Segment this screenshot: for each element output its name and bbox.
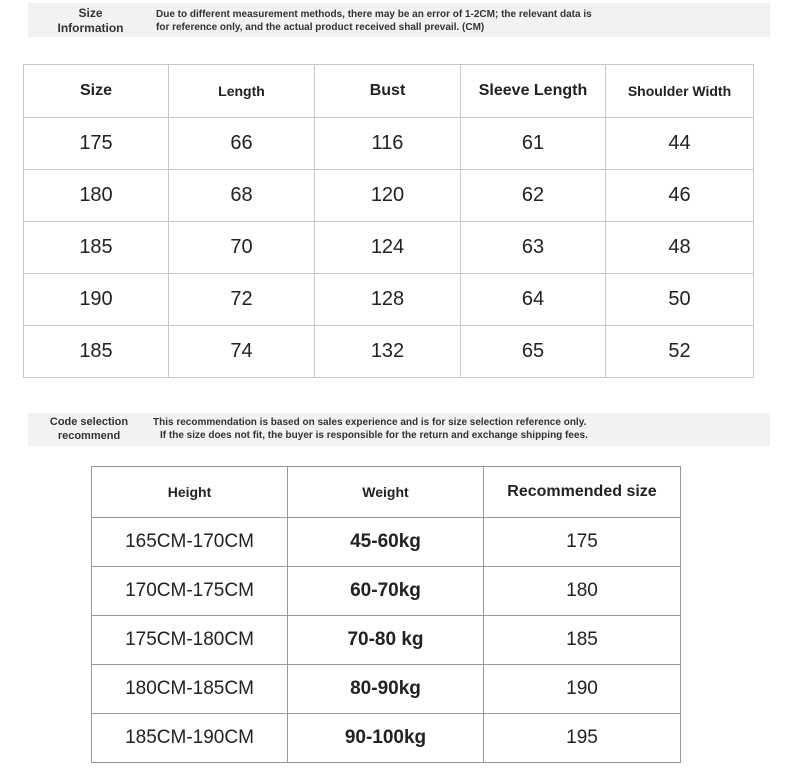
recommendation-header-row [92,467,681,518]
cell-shoulder-width: 52 [606,326,754,378]
table-row [92,567,681,616]
table-row [92,714,681,763]
cell-length: 70 [169,222,315,274]
table-row [24,118,754,170]
cell-recommended-size: 190 [484,665,681,714]
table-row [24,326,754,378]
cell-size: 190 [24,274,169,326]
size-chart-table [23,64,754,378]
cell-length: 72 [169,274,315,326]
table-row [92,616,681,665]
cell-weight: 45-60kg [288,518,484,567]
cell-sleeve-length: 63 [461,222,606,274]
header-sleeve-length: Sleeve Length [461,65,606,118]
cell-weight: 60-70kg [288,567,484,616]
cell-bust: 116 [315,118,461,170]
cell-height: 165CM-170CM [92,518,288,567]
code-selection-label: Code selection recommend [49,416,129,442]
recommendation-note: This recommendation is based on sales experience and is for size selection reference only. If the size does not fit, the buyer is responsible for the return and exchange shipping fees. [153,417,588,441]
table-row [92,518,681,567]
table-row [24,274,754,326]
cell-sleeve-length: 65 [461,326,606,378]
cell-sleeve-length: 62 [461,170,606,222]
code-selection-banner [28,413,770,446]
cell-weight: 80-90kg [288,665,484,714]
cell-size: 175 [24,118,169,170]
table-row [24,170,754,222]
cell-recommended-size: 180 [484,567,681,616]
cell-sleeve-length: 61 [461,118,606,170]
cell-weight: 70-80 kg [288,616,484,665]
size-recommendation-table [91,466,681,763]
cell-shoulder-width: 46 [606,170,754,222]
measurement-note: Due to different measurement methods, there may be an error of 1-2CM; the relevant data is for reference only, and the actual product received shall prevail. (CM) [156,9,592,33]
cell-bust: 120 [315,170,461,222]
header-weight: Weight [288,467,484,518]
header-bust: Bust [315,65,461,118]
header-recommended-size: Recommended size [484,467,681,518]
cell-bust: 132 [315,326,461,378]
cell-size: 185 [24,222,169,274]
cell-length: 68 [169,170,315,222]
cell-shoulder-width: 48 [606,222,754,274]
cell-bust: 124 [315,222,461,274]
cell-recommended-size: 175 [484,518,681,567]
cell-length: 66 [169,118,315,170]
cell-height: 180CM-185CM [92,665,288,714]
cell-recommended-size: 195 [484,714,681,763]
cell-size: 185 [24,326,169,378]
cell-shoulder-width: 50 [606,274,754,326]
table-row [92,665,681,714]
size-chart-header-row [24,65,754,118]
cell-bust: 128 [315,274,461,326]
header-length: Length [169,65,315,118]
cell-height: 170CM-175CM [92,567,288,616]
table-row [24,222,754,274]
header-size: Size [24,65,169,118]
cell-height: 175CM-180CM [92,616,288,665]
cell-length: 74 [169,326,315,378]
size-information-banner [28,3,770,37]
cell-shoulder-width: 44 [606,118,754,170]
cell-size: 180 [24,170,169,222]
cell-recommended-size: 185 [484,616,681,665]
header-shoulder-width: Shoulder Width [606,65,754,118]
header-height: Height [92,467,288,518]
cell-weight: 90-100kg [288,714,484,763]
size-information-label: Size Information [57,6,124,35]
cell-sleeve-length: 64 [461,274,606,326]
cell-height: 185CM-190CM [92,714,288,763]
